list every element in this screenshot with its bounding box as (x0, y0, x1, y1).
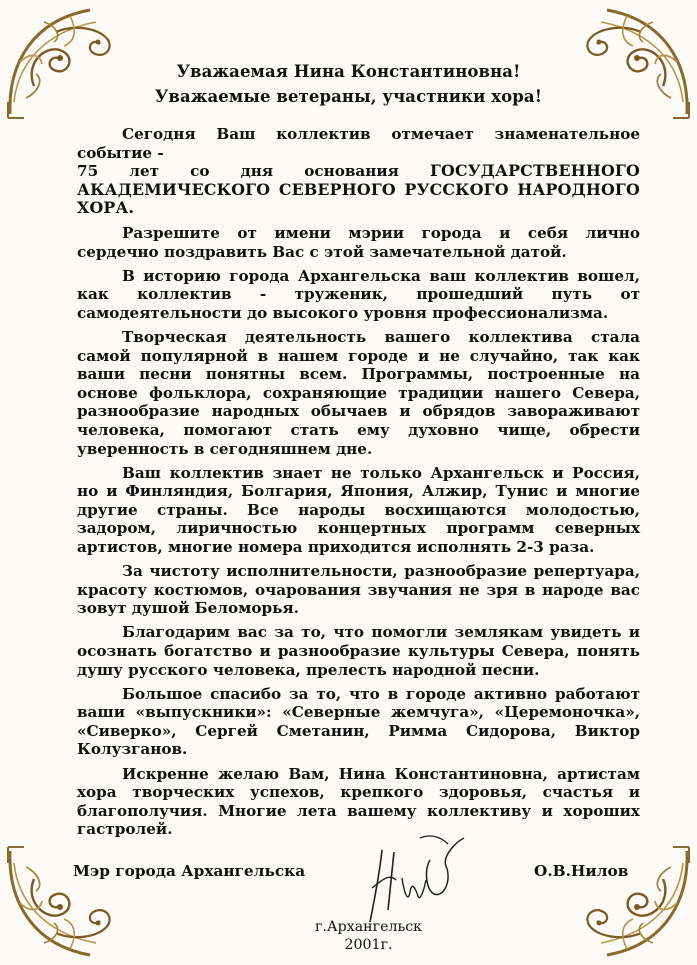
paragraph-6: За чистоту исполнительности, разнообразие репертуара, красоту костюмов, очарования звучания не зря в народе вас зовут душой Беломорья. (77, 562, 640, 618)
paragraph-4: Творческая деятельность вашего коллектива стала самой популярной в нашем городе и не случайно, так как ваши песни понятны всем. Программы, построенные на основе фольклора, сохраняющие традиции нашего Севера, разнообразие народных обычаев и обрядов завораживают человека, помогают стать ему духовно чище, обрести уверенность в сегодняшнем дне. (77, 327, 640, 458)
paragraph-1-start: Сегодня Ваш коллектив отмечает знаменательное событие - (77, 125, 640, 162)
paragraph-8: Большое спасибо за то, что в городе активно работают ваши «выпускники»: «Северные жемчуга», «Церемоночка», «Сиверко», Сергей Сметанин, Римма Сидорова, Виктор Колузганов. (77, 684, 640, 759)
choir-name: ГОСУДАРСТВЕННОГО АКАДЕМИЧЕСКОГО СЕВЕРНОГО РУССКОГО НАРОДНОГО ХОРА. (77, 161, 640, 218)
paragraph-5: Ваш коллектив знает не только Архангельск и Россия, но и Финляндия, Болгария, Япония, Алжир, Тунис и многие другие страны. Все народы восхищаются молодостью, задором, лиричностью концертных программ северных артистов, многие номера приходится исполнять 2-3 раза. (77, 463, 640, 556)
signatory-title: Мэр города Архангельска (73, 862, 306, 880)
footer-city: г.Архангельск (314, 919, 423, 935)
paragraph-1-prefix: 75 лет со дня основания (77, 162, 430, 181)
paragraph-3: В историю города Архангельска ваш коллектив вошел, как коллектив - труженик, прошедший путь от самодеятельности до высокого уровня профессионализма. (77, 266, 640, 322)
paragraph-2: Разрешите от имени мэрии города и себя лично сердечно поздравить Вас с этой замечательной датой. (77, 223, 640, 261)
greeting-line-1: Уважаемая Нина Константиновна! (176, 62, 521, 81)
handwritten-signature (360, 830, 475, 930)
paragraph-9: Искренне желаю Вам, Нина Константиновна, артистам хора творческих успехов, крепкого здоровья, счастья и благополучия. Многие лета вашему коллективу и хороших гастролей. (77, 764, 640, 839)
footer-year: 2001г. (344, 937, 393, 953)
paragraph-1-continued (77, 162, 640, 218)
letter-body (77, 125, 640, 844)
paragraph-7: Благодарим вас за то, что помогли землякам увидеть и осознать богатство и разнообразие культуры Севера, понять душу русского человека, прелесть народной песни. (77, 623, 640, 679)
greeting-line-2: Уважаемые ветераны, участники хора! (154, 87, 543, 106)
signatory-name: О.В.Нилов (534, 862, 629, 880)
